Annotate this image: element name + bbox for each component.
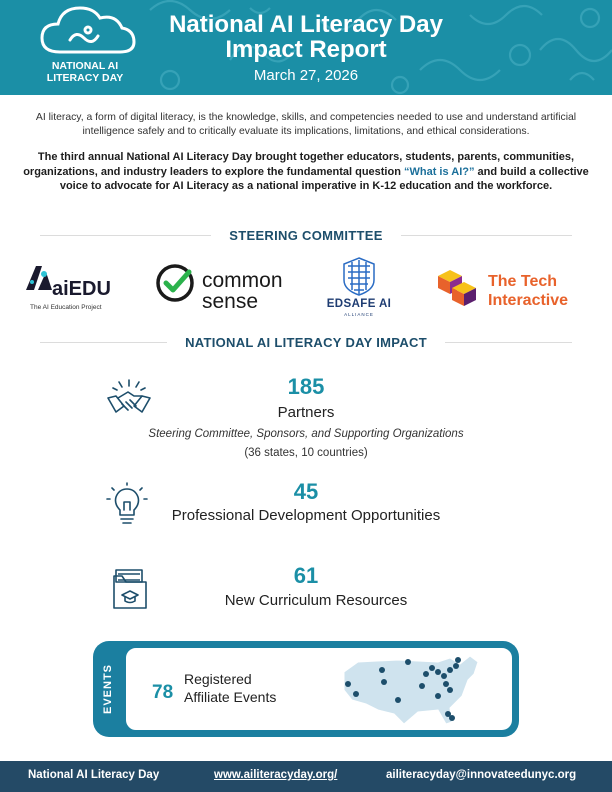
events-label bbox=[184, 670, 276, 706]
common-sense-text bbox=[202, 270, 283, 312]
logo-line2: LITERACY DAY bbox=[46, 72, 124, 84]
intro-paragraph: AI literacy, a form of digital literacy, is the knowledge, skills, and competencies needed to use and understand artificial intelligence safely and to critically evaluate its implications, limitations, and ethical considerations. bbox=[35, 112, 577, 137]
footer-name: National AI Literacy Day bbox=[28, 769, 160, 781]
common-sense-logo bbox=[154, 262, 304, 312]
pd-label: Professional Development Opportunities bbox=[171, 507, 441, 524]
events-inner-panel bbox=[123, 645, 515, 733]
impact-heading-row bbox=[40, 333, 572, 351]
partners-label: Partners bbox=[277, 404, 335, 421]
impact-heading: NATIONAL AI LITERACY DAY IMPACT bbox=[185, 334, 427, 350]
steering-heading-row bbox=[40, 226, 572, 244]
footer-bar bbox=[0, 761, 612, 792]
aiedu-subtitle: The AI Education Project bbox=[30, 304, 102, 311]
report-date: March 27, 2026 bbox=[253, 67, 359, 84]
edsafe-shield-icon bbox=[324, 256, 394, 296]
aiedu-logo bbox=[24, 264, 154, 314]
title-line2: Impact Report bbox=[225, 36, 387, 63]
tech-interactive-line1: The Tech bbox=[488, 273, 558, 290]
divider bbox=[401, 235, 572, 236]
lead-paragraph bbox=[22, 150, 590, 194]
partners-states: (36 states, 10 countries) bbox=[244, 447, 368, 459]
events-card bbox=[93, 641, 519, 737]
partners-subtitle: Steering Committee, Sponsors, and Supporting Organizations bbox=[148, 428, 464, 440]
divider bbox=[40, 235, 211, 236]
steering-heading: STEERING COMMITTEE bbox=[229, 227, 383, 243]
lead-after: and build a collective voice to advocate for AI Literacy as a national imperative in K-12 education and the workforce. bbox=[59, 165, 589, 192]
pd-value: 45 bbox=[293, 479, 319, 504]
cube-stack-icon bbox=[432, 262, 480, 308]
events-tab bbox=[93, 641, 123, 737]
tech-interactive-line2: Interactive bbox=[488, 292, 569, 309]
tech-interactive-text bbox=[488, 272, 568, 310]
us-map-icon bbox=[338, 650, 486, 730]
steering-logos bbox=[20, 256, 592, 320]
folder-graduation-icon bbox=[110, 568, 150, 612]
logo-line1: NATIONAL AI bbox=[51, 60, 119, 72]
divider bbox=[40, 342, 167, 343]
edsafe-subtitle: ALLIANCE bbox=[344, 312, 374, 317]
divider bbox=[445, 342, 572, 343]
cloud-brain-icon bbox=[30, 4, 140, 62]
edsafe-name: EDSAFE AI bbox=[326, 298, 392, 310]
partners-value: 185 bbox=[287, 374, 325, 399]
curriculum-label: New Curriculum Resources bbox=[224, 592, 408, 609]
events-value: 78 bbox=[152, 682, 174, 703]
events-label-line1: Registered bbox=[184, 671, 252, 687]
nald-logo bbox=[30, 4, 140, 92]
common-sense-line1: common bbox=[202, 269, 283, 292]
common-sense-line2: sense bbox=[202, 290, 259, 313]
header-banner bbox=[0, 0, 612, 95]
edsafe-logo bbox=[324, 256, 394, 320]
tech-interactive-logo bbox=[432, 262, 592, 312]
curriculum-value: 61 bbox=[293, 563, 319, 588]
aiedu-mark-icon bbox=[24, 264, 54, 292]
events-tab-label: EVENTS bbox=[102, 663, 115, 715]
events-label-line2: Affiliate Events bbox=[184, 689, 277, 705]
page-title bbox=[130, 12, 482, 62]
aiedu-name: aiEDU bbox=[52, 278, 111, 300]
footer-email-link[interactable]: ailiteracyday@innovateedunyc.org bbox=[386, 769, 577, 781]
footer-url-link[interactable]: www.ailiteracyday.org/ bbox=[214, 769, 338, 781]
lead-question: “What is AI?” bbox=[403, 165, 475, 178]
checkmark-circle-icon bbox=[154, 262, 196, 304]
lead-before: The third annual National AI Literacy Day brought together educators, students, parents, communities, organizations, and industry leaders to explore the fundamental question bbox=[23, 151, 575, 178]
handshake-icon bbox=[104, 376, 154, 420]
title-line1: National AI Literacy Day bbox=[169, 11, 443, 38]
